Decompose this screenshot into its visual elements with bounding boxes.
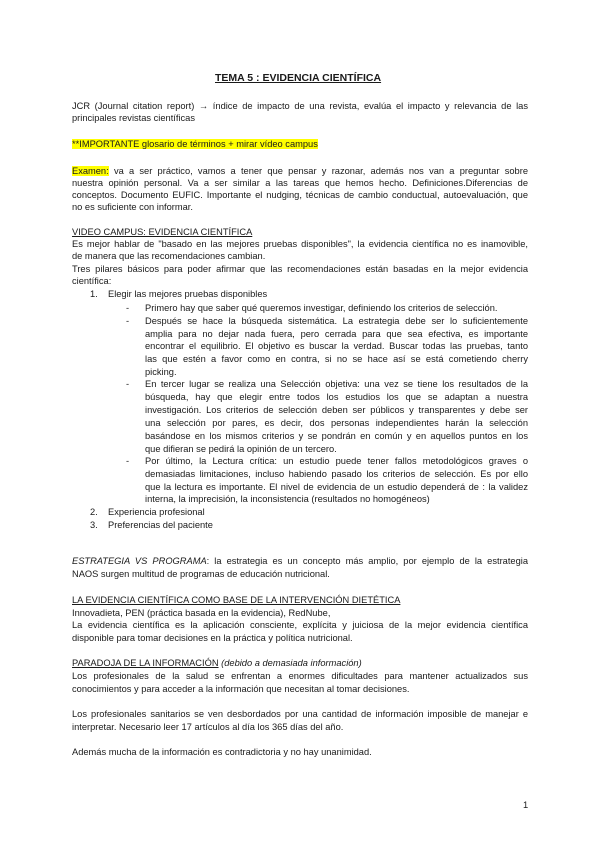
bullet-2-line-1: Después se hace la búsqueda sistemática. La estrategia debe ser lo suficientemente — [145, 316, 528, 326]
list-item-2-number: 2. — [90, 507, 98, 517]
bullet-3-dash: - — [126, 379, 130, 389]
video-intro-4: científica: — [72, 276, 112, 286]
list-item-1-number: 1. — [90, 289, 98, 299]
bullet-3-line-4: una selección por pares, es decir, dos personas independientes harán la selección — [145, 418, 528, 428]
bullet-2-line-3: encontrar el equilibrio. El objetivo es buscar la verdad. Buscar todas las pruebas, tanto — [145, 341, 528, 351]
video-intro-2: de manera que las recomendaciones cambian. — [72, 251, 266, 261]
base-line-2: La evidencia científica es la aplicación consciente, explícita y juiciosa de la mejor evidencia científica — [72, 620, 528, 630]
paradox-subtitle: (debido a demasiada información) — [218, 658, 362, 668]
exam-line-4: no es suficiente con informar. — [72, 202, 193, 212]
strategy-line-1-text: : la estrategia es un concepto más amplio, por ejemplo de la estrategia — [206, 556, 529, 566]
exam-line-1 — [72, 165, 528, 177]
jcr-line-1: JCR (Journal citation report) → índice de impacto de una revista, evalúa el impacto y relevancia de las — [72, 101, 528, 111]
page-number: 1 — [523, 800, 529, 810]
exam-line-3: conceptos. Documento EUFIC. Importante el nudging, técnicas de cambio conductual, autoevaluación, que — [72, 190, 528, 200]
jcr-line-2: principales revistas científicas — [72, 113, 195, 123]
bullet-2-line-4: las que estén a favor como en contra, si no se hace así se está cometiendo cherry — [145, 354, 528, 364]
strategy-lead: ESTRATEGIA VS PROGRAMA — [72, 556, 207, 566]
paradox-p2-line-2: interpretar. Necesario leer 17 artículos al día los 365 días del año. — [72, 722, 344, 732]
important-note — [72, 138, 318, 150]
bullet-4-line-4: interna, la imprecisión, la inconsistencia (resultados no homogéneos) — [145, 494, 430, 504]
strategy-line-1 — [72, 555, 528, 567]
video-intro-1: Es mejor hablar de "basado en las mejores pruebas disponibles", la evidencia científica no es inamovible, — [72, 239, 528, 249]
page-title: TEMA 5 : EVIDENCIA CIENTÍFICA — [215, 72, 382, 84]
list-item-3-number: 3. — [90, 520, 98, 530]
bullet-3-line-2: búsqueda, hay que elegir entre todos los estudios los que se adaptan a nuestra — [145, 392, 528, 402]
bullet-4-line-3: que la lectura es importante. El nivel de evidencia de un estudio dependerá de : la validez — [145, 482, 528, 492]
paradox-p1-line-2: conocimientos y para acceder a la información que necesitan al tomar decisiones. — [72, 684, 410, 694]
bullet-3-line-3: investigación. Los criterios de selección deben ser públicos y transparentes y debe ser — [145, 405, 528, 415]
bullet-4-line-2: demasiadas limitaciones, incluso habiendo pasado los criterios de selección. Es por ello — [145, 469, 528, 479]
base-line-3: disponible para tomar decisiones en la práctica y política nutricional. — [72, 633, 353, 643]
exam-label: Examen: — [72, 166, 109, 176]
paradox-p1-line-1: Los profesionales de la salud se enfrentan a enormes dificultades para mantener actualizados sus — [72, 671, 528, 681]
bullet-3-line-6: que difieran se pedirá la opinión de un tercero. — [145, 444, 337, 454]
important-note-text: **IMPORTANTE glosario de términos + mirar vídeo campus — [72, 139, 318, 149]
bullet-2-dash: - — [126, 316, 130, 326]
base-heading: LA EVIDENCIA CIENTÍFICA COMO BASE DE LA INTERVENCIÓN DIETÉTICA — [72, 595, 401, 605]
bullet-3-line-5: basándose en los mismos criterios y se pondrán en común y en aquellos puntos en los — [145, 431, 528, 441]
exam-line-1-text: va a ser práctico, vamos a tener que pensar y razonar, además nos van a preguntar sobre — [108, 166, 528, 176]
strategy-line-2: NAOS surgen multitud de programas de educación nutricional. — [72, 569, 330, 579]
bullet-1-dash: - — [126, 303, 130, 313]
base-line-1: Innovadieta, PEN (práctica basada en la evidencia), RedNube, — [72, 608, 331, 618]
list-item-3-label: Preferencias del paciente — [108, 520, 213, 530]
bullet-2-line-5: picking. — [145, 367, 177, 377]
bullet-4-dash: - — [126, 456, 130, 466]
bullet-1-line-1: Primero hay que saber qué queremos investigar, definiendo los criterios de selección. — [145, 303, 498, 313]
bullet-4-line-1: Por último, la Lectura crítica: un estudio puede tener fallos metodológicos graves o — [145, 456, 528, 466]
video-intro-3: Tres pilares básicos para poder afirmar que las recomendaciones están basadas en la mejor evidencia — [72, 264, 528, 274]
bullet-3-line-1: En tercer lugar se realiza una Selección objetiva: una vez se tiene los resultados de la — [145, 379, 528, 389]
paradox-p2-line-1: Los profesionales sanitarios se ven desbordados por una cantidad de información imposible de manejar e — [72, 709, 528, 719]
exam-line-2: nuestra opinión personal. Va a ser similar a las tareas que hemos hecho. Definiciones.Diferencias de — [72, 178, 528, 188]
paradox-heading-line — [72, 657, 362, 669]
video-heading: VIDEO CAMPUS: EVIDENCIA CIENTÍFICA — [72, 227, 253, 237]
paradox-heading: PARADOJA DE LA INFORMACIÓN — [72, 658, 219, 668]
list-item-1-label: Elegir las mejores pruebas disponibles — [108, 289, 268, 299]
paradox-p3: Además mucha de la información es contradictoria y no hay unanimidad. — [72, 747, 372, 757]
bullet-2-line-2: amplia para no dejar nada fuera, pero cerrada para que sea efectiva, es importante — [145, 329, 528, 339]
list-item-2-label: Experiencia profesional — [108, 507, 205, 517]
